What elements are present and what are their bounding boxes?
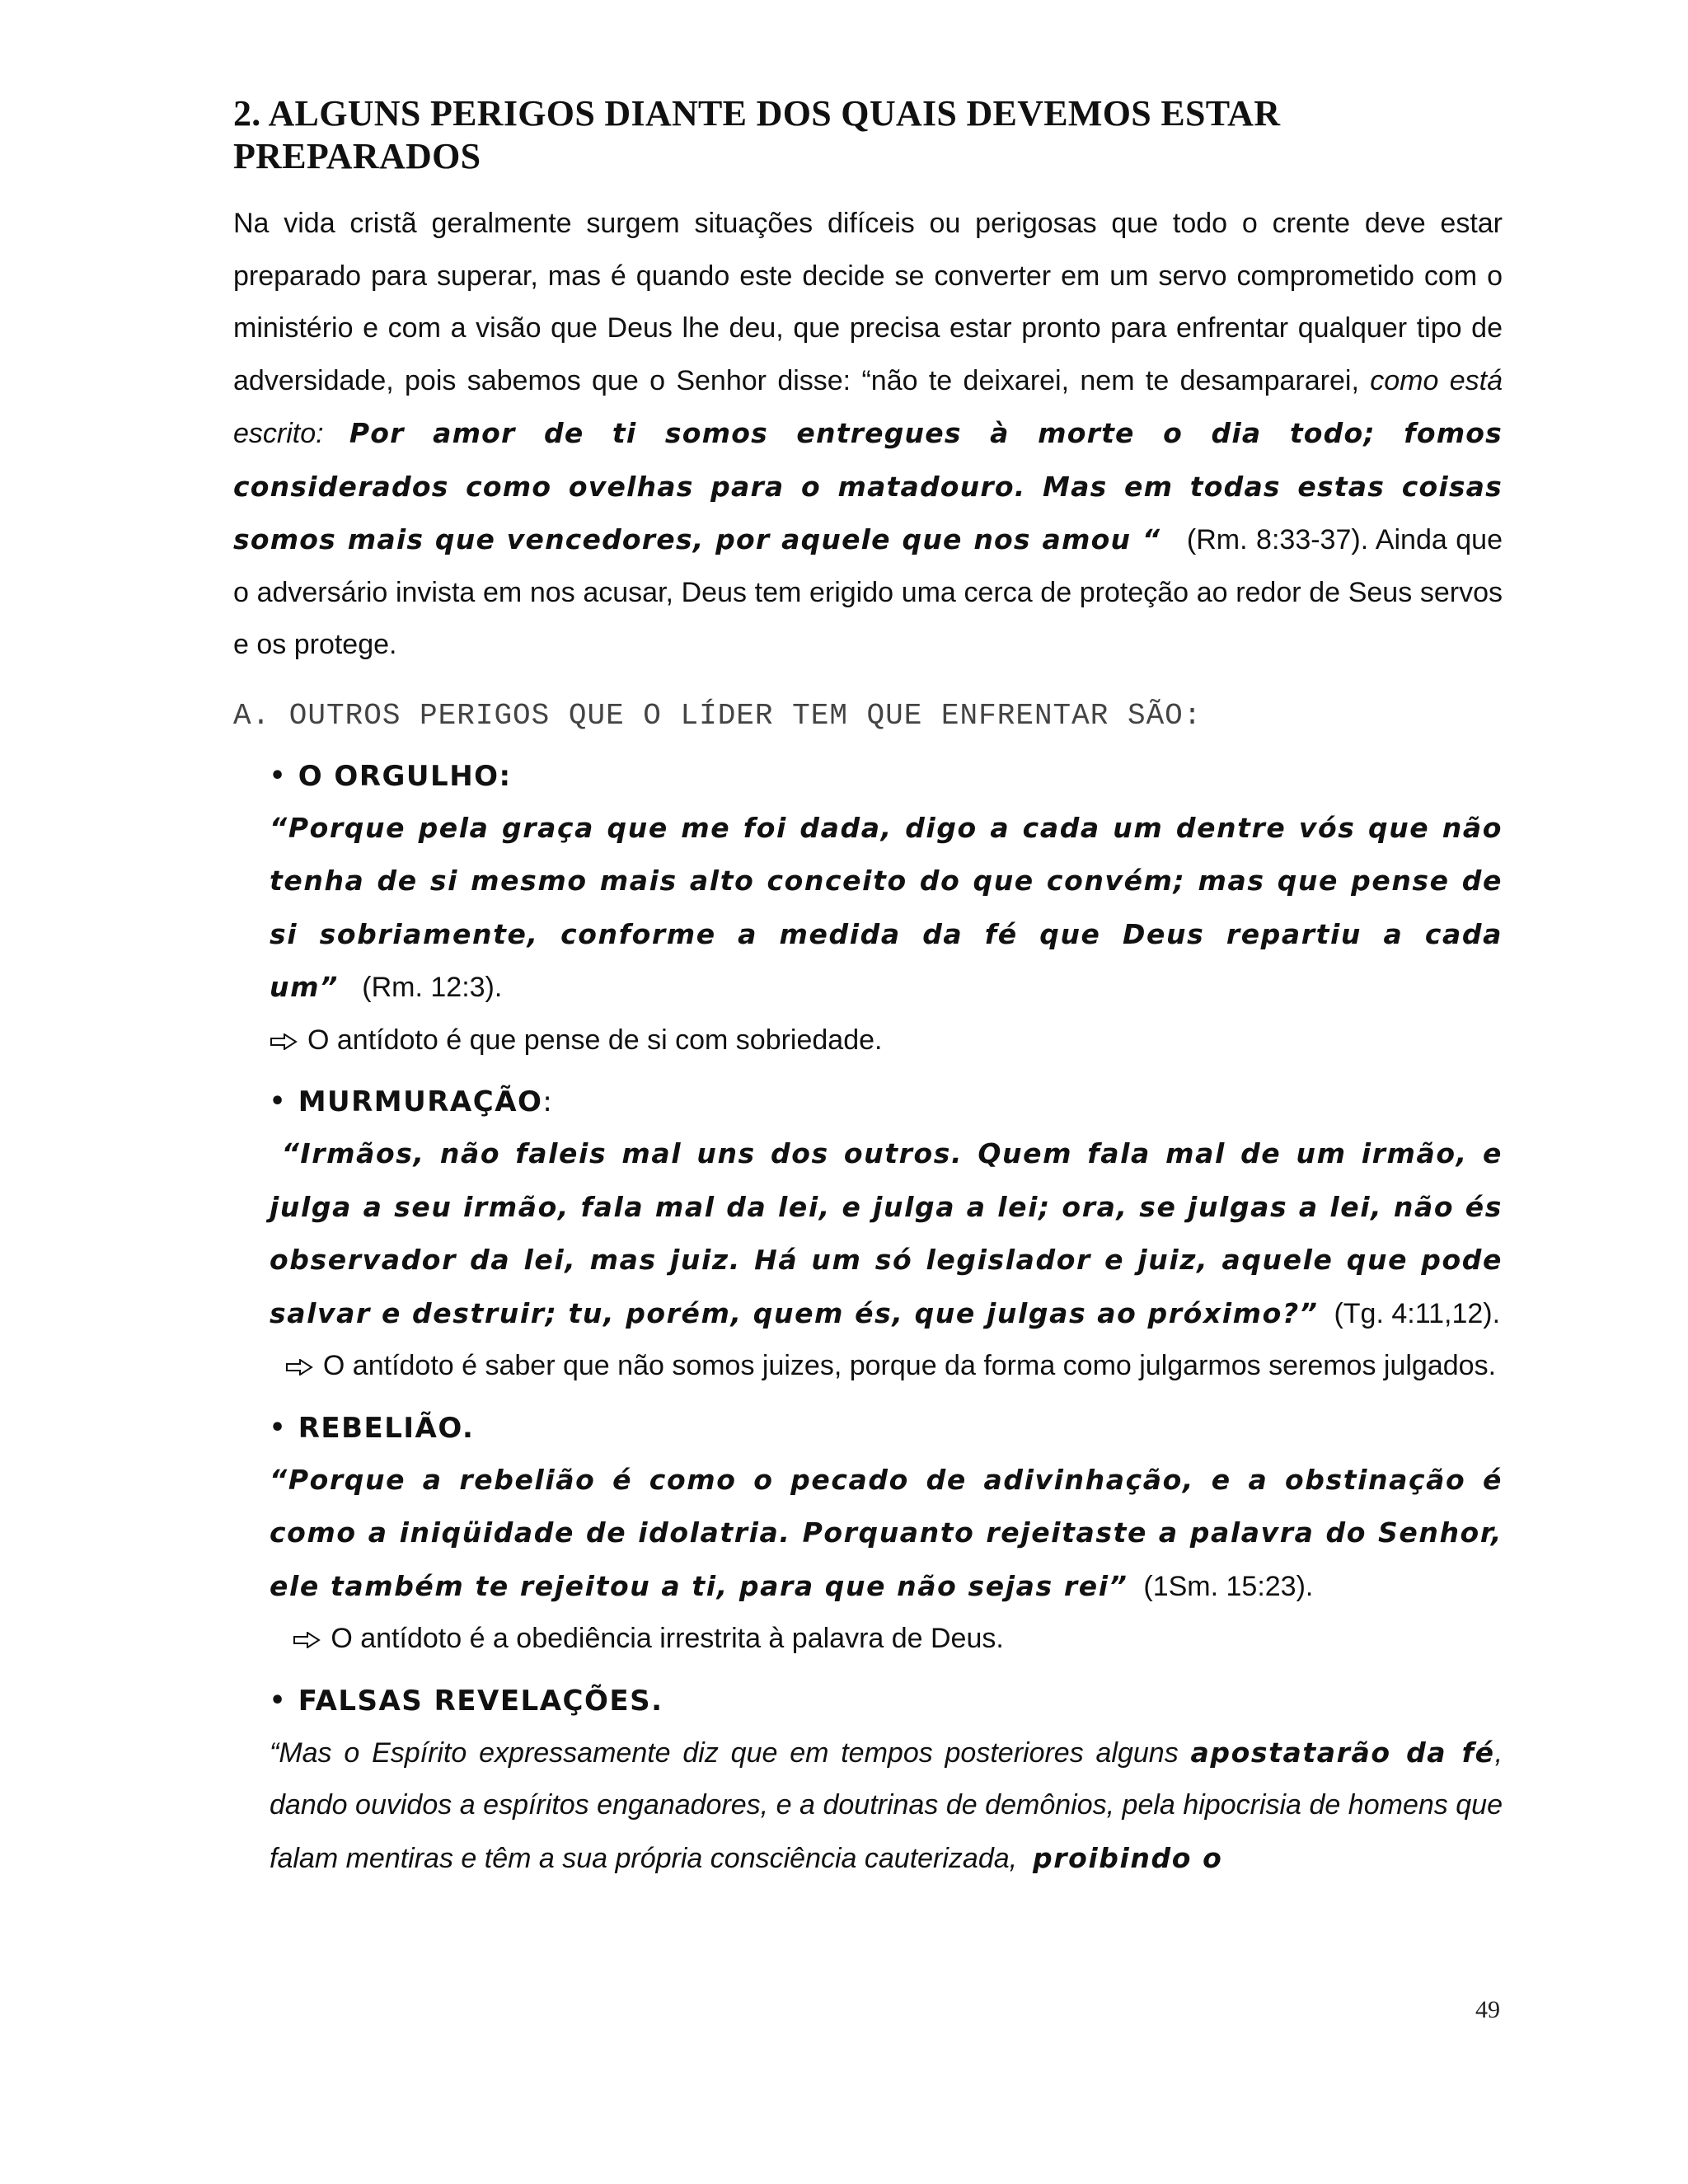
topic-heading-text: MURMURAÇÃO bbox=[298, 1085, 543, 1118]
topic-orgulho bbox=[270, 754, 1503, 1067]
intro-reference: (Rm. 8:33-37). bbox=[1186, 524, 1369, 555]
page-content bbox=[233, 92, 1503, 1885]
antidote-text: O antídoto é que pense de si com sobriedade. bbox=[307, 1024, 883, 1056]
topic-quote bbox=[270, 1727, 1503, 1886]
arrow-right-icon bbox=[270, 1033, 298, 1050]
topic-antidote bbox=[270, 1613, 1503, 1666]
topic-falsas-revelacoes bbox=[270, 1679, 1503, 1886]
intro-quote: Por amor de ti somos entregues à morte o dia todo; fomos considerados como ovelhas para o matadouro. Mas em todas estas coisas somos mais que vencedores, por aquele que nos amou “ bbox=[233, 417, 1503, 555]
intro-paragraph bbox=[233, 198, 1503, 672]
bullet-icon: • bbox=[270, 761, 287, 790]
antidote-text: O antídoto é saber que não somos juizes, porque da forma como julgarmos seremos julgados. bbox=[322, 1350, 1497, 1381]
page-number: 49 bbox=[1475, 1996, 1500, 2023]
intro-text-1: Na vida cristã geralmente surgem situações difíceis ou perigosas que todo o crente deve estar preparado para superar, mas é quando este decide se converter em um servo comprometido com o ministério e com a visão que Deus lhe deu, que precisa estar pronto para enfrentar qualquer tipo de adversidade, pois sabemos que o Senhor disse: “não te deixarei, nem te desampararei, bbox=[233, 208, 1503, 396]
bullet-icon: • bbox=[270, 1685, 287, 1715]
arrow-right-icon bbox=[293, 1632, 321, 1648]
topic-quote bbox=[270, 802, 1503, 1015]
intro-text-2: Ainda que o adversário invista em nos acusar, Deus tem erigido uma cerca de proteção ao redor de Seus servos e os protege. bbox=[233, 524, 1503, 660]
topic-heading bbox=[270, 754, 1503, 799]
topic-heading bbox=[270, 1406, 1503, 1451]
topic-quote bbox=[270, 1127, 1503, 1340]
quote-reference: (Rm. 12:3). bbox=[362, 972, 503, 1003]
topic-heading-suffix: : bbox=[542, 1085, 554, 1118]
topic-antidote bbox=[270, 1015, 1503, 1067]
section-title: 2. ALGUNS PERIGOS DIANTE DOS QUAIS DEVEMOS ESTAR PREPARADOS bbox=[233, 93, 1281, 176]
topic-heading bbox=[270, 1679, 1503, 1723]
topic-antidote bbox=[270, 1340, 1503, 1393]
quote-text-part-2: , dando ouvidos a espíritos enganadores, e a doutrinas de demônios, pela hipocrisia de homens que falam mentiras e têm a sua própria consciência cauterizada, bbox=[270, 1736, 1503, 1874]
quote-reference: (Tg. 4:11,12). bbox=[1334, 1297, 1501, 1329]
quote-text: “Irmãos, não faleis mal uns dos outros. Quem fala mal de um irmão, e julga a seu irmão, fala mal da lei, e julga a lei; ora, se julgas a lei, não és observador da lei, mas juiz. Há um só legislador e juiz, aquele que pode salvar e destruir; tu, porém, quem és, que julgas ao próximo?” bbox=[270, 1137, 1503, 1329]
quote-reference: (1Sm. 15:23). bbox=[1143, 1570, 1314, 1602]
quote-text-part-1: “Mas o Espírito expressamente diz que em tempos posteriores alguns bbox=[270, 1736, 1179, 1769]
topic-rebeliao bbox=[270, 1406, 1503, 1666]
topic-heading-text: REBELIÃO. bbox=[298, 1411, 475, 1445]
antidote-text: O antídoto é a obediência irrestrita à palavra de Deus. bbox=[331, 1623, 1004, 1654]
topic-quote bbox=[270, 1454, 1503, 1614]
bullet-icon: • bbox=[270, 1087, 287, 1116]
quote-text: “Porque a rebelião é como o pecado de adivinhação, e a obstinação é como a iniqüidade de idolatria. Porquanto rejeitaste a palavra do Senhor, ele também te rejeitou a ti, para que não sejas rei” bbox=[270, 1463, 1503, 1602]
quote-bold-2: proibindo o bbox=[1033, 1841, 1223, 1874]
intro-italic: como está escrito: bbox=[233, 364, 1503, 449]
topic-heading-text: O ORGULHO: bbox=[298, 759, 512, 793]
bullet-icon: • bbox=[270, 1413, 287, 1442]
topic-murmuracao bbox=[270, 1080, 1503, 1393]
subheading: A. OUTROS PERIGOS QUE O LÍDER TEM QUE ENFRENTAR SÃO: bbox=[233, 698, 1203, 733]
quote-text: “Porque pela graça que me foi dada, digo a cada um dentre vós que não tenha de si mesmo mais alto conceito do que convém; mas que pense de si sobriamente, conforme a medida da fé que Deus repartiu a cada um” bbox=[270, 811, 1503, 1003]
topic-heading bbox=[270, 1080, 1503, 1124]
topic-heading-text: FALSAS REVELAÇÕES. bbox=[298, 1684, 663, 1718]
quote-bold-1: apostatarão da fé bbox=[1190, 1736, 1495, 1769]
arrow-right-icon bbox=[285, 1359, 313, 1376]
